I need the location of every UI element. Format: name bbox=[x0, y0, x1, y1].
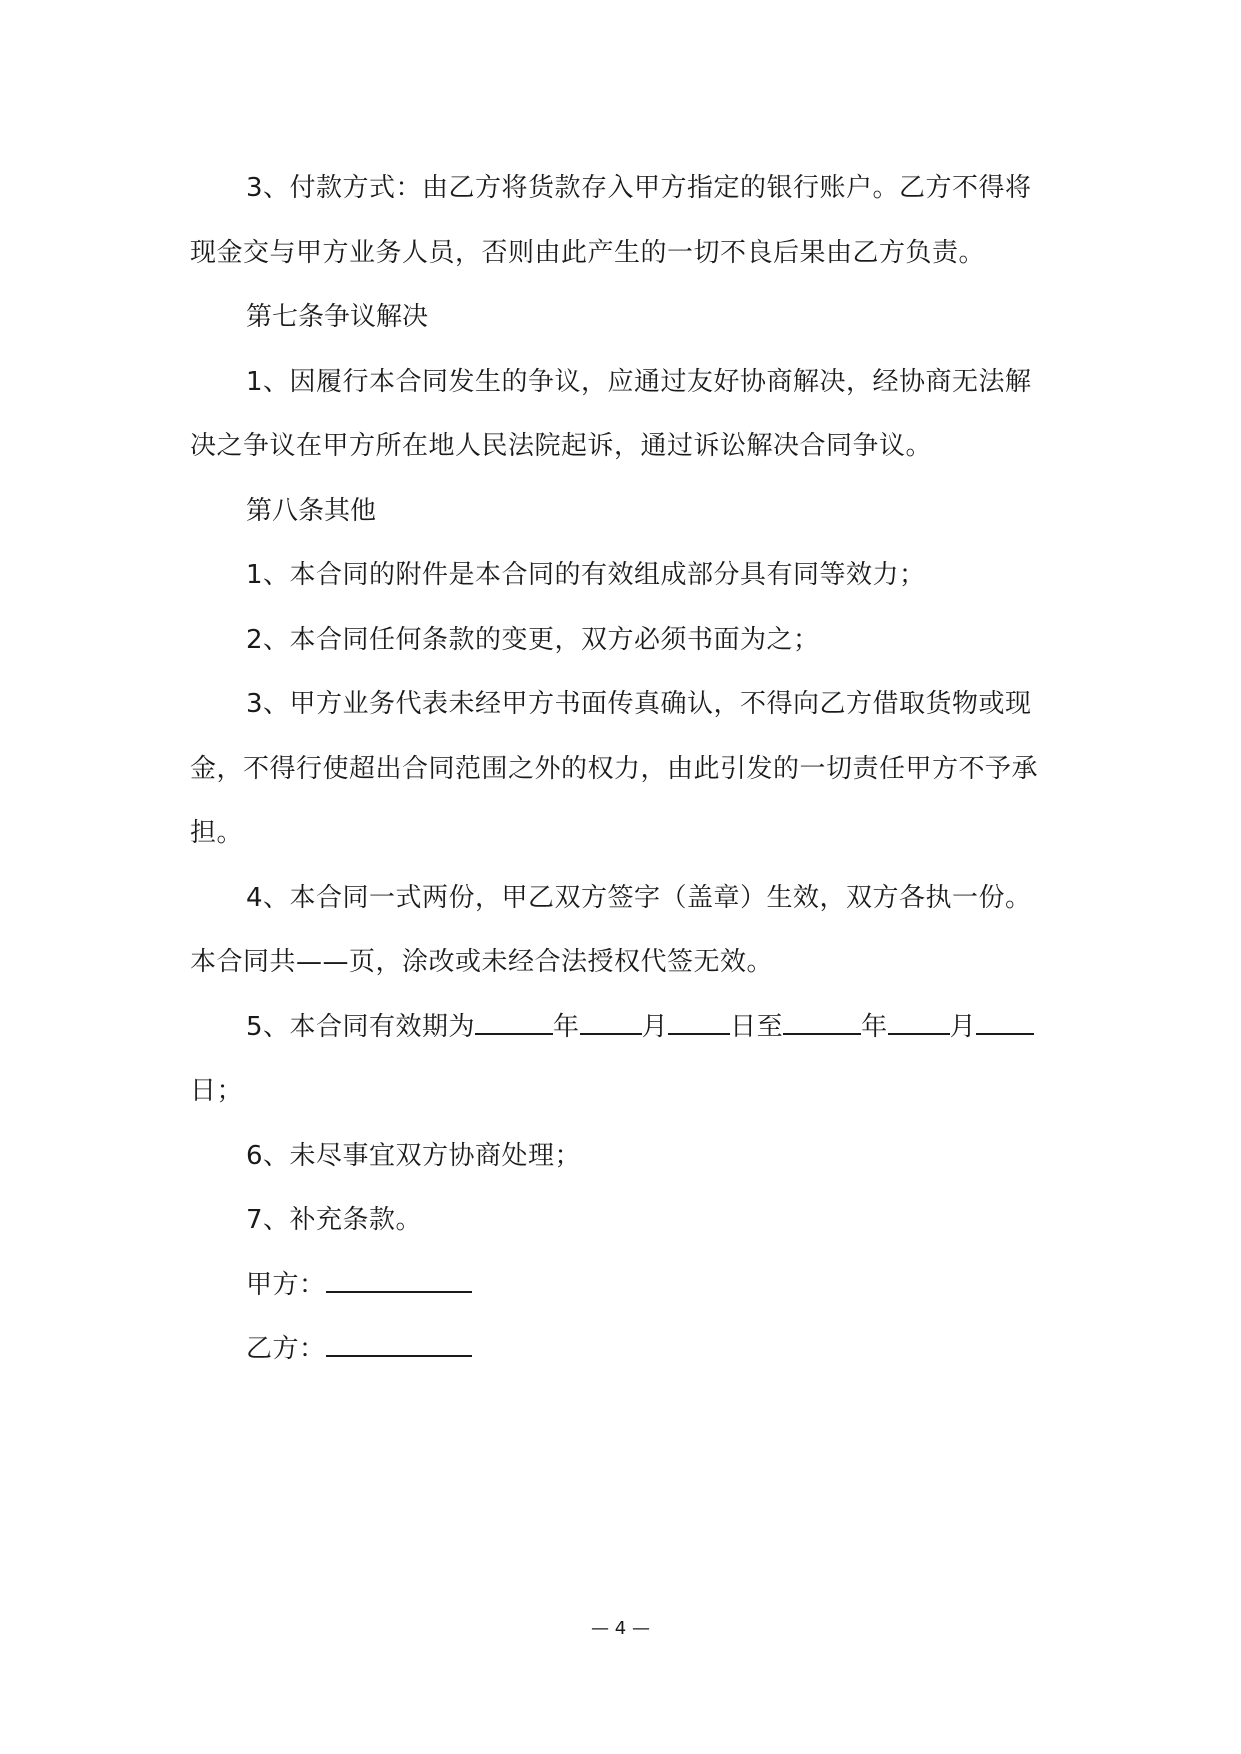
attachment-clause: 1、本合同的附件是本合同的有效组成部分具有同等效力； bbox=[246, 560, 926, 590]
article-7-heading: 第七条争议解决 bbox=[246, 302, 429, 332]
party-b-signature-line[interactable] bbox=[326, 1333, 472, 1357]
party-a-label: 甲方： bbox=[246, 1269, 326, 1300]
start-year-blank[interactable] bbox=[475, 1011, 553, 1035]
validity-month-2: 月 bbox=[949, 1011, 977, 1042]
unresolved-matters-clause: 6、未尽事宜双方协商处理； bbox=[246, 1140, 582, 1171]
validity-year-1: 年 bbox=[553, 1011, 580, 1042]
validity-month-1: 月 bbox=[641, 1011, 669, 1042]
validity-day-2: 日； bbox=[190, 1076, 244, 1106]
end-year-blank[interactable] bbox=[783, 1011, 861, 1035]
article-8-heading: 第八条其他 bbox=[246, 495, 377, 526]
copies-clause: 4、本合同一式两份，甲乙双方签字（盖章）生效，双方各执一份。本合同共——页，涂改或未经合法授权代签无效。 bbox=[190, 882, 1032, 977]
document-body bbox=[190, 156, 1058, 1382]
validity-year-2: 年 bbox=[861, 1011, 888, 1042]
payment-method-clause: 3、付款方式：由乙方将货款存入甲方指定的银行账户。乙方不得将现金交与甲方业务人员，否则由此产生的一切不良后果由乙方负责。 bbox=[190, 173, 1032, 268]
start-day-blank[interactable] bbox=[668, 1011, 730, 1035]
party-b-label: 乙方： bbox=[246, 1334, 326, 1364]
validity-prefix: 5、本合同有效期为 bbox=[246, 1011, 476, 1042]
start-month-blank[interactable] bbox=[580, 1011, 642, 1035]
party-a-signature-line[interactable] bbox=[326, 1269, 472, 1293]
amendment-clause: 2、本合同任何条款的变更，双方必须书面为之； bbox=[246, 624, 820, 655]
dispute-resolution-clause: 1、因履行本合同发生的争议，应通过友好协商解决，经协商无法解决之争议在甲方所在地人民法院起诉，通过诉讼解决合同争议。 bbox=[190, 366, 1032, 461]
supplementary-clause: 7、补充条款。 bbox=[246, 1205, 423, 1235]
page-number: — 4 — bbox=[591, 1618, 650, 1639]
validity-day-1: 日至 bbox=[730, 1011, 784, 1042]
party-b-signature bbox=[190, 1317, 1058, 1382]
end-month-blank[interactable] bbox=[888, 1011, 950, 1035]
representative-clause: 3、甲方业务代表未经甲方书面传真确认，不得向乙方借取货物或现金，不得行使超出合同范围之外的权力，由此引发的一切责任甲方不予承担。 bbox=[190, 689, 1039, 848]
validity-period-clause bbox=[190, 995, 1058, 1124]
end-day-blank[interactable] bbox=[976, 1011, 1034, 1035]
party-a-signature bbox=[190, 1253, 1058, 1318]
